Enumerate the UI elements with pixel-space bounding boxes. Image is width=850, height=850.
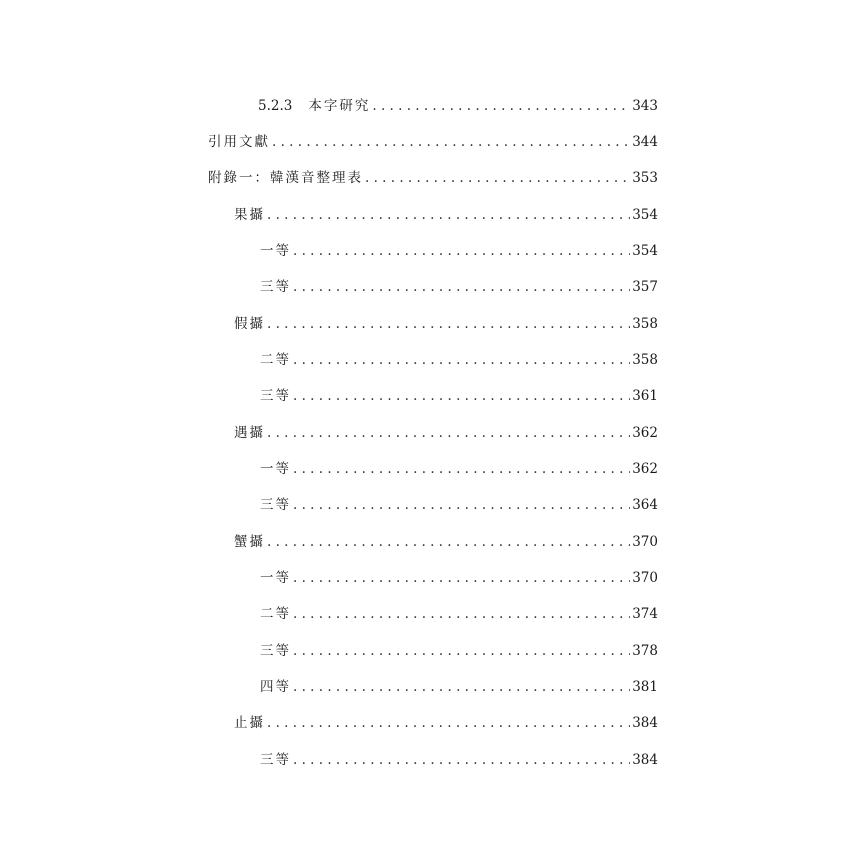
toc-entry-page: 357: [632, 279, 658, 295]
toc-entry-page: 354: [632, 207, 658, 223]
toc-entry-label: 二等: [260, 352, 291, 368]
toc-entry: [234, 530, 658, 552]
toc-entry-label: 附錄一：韓漢音整理表: [208, 170, 363, 186]
dot-leader: [293, 643, 630, 659]
toc-entry-page: 353: [632, 170, 658, 186]
toc-entry-page: 362: [632, 425, 658, 441]
dot-leader: [267, 715, 630, 731]
toc-entry-label: 二等: [260, 606, 291, 622]
toc-entry-page: 370: [632, 534, 658, 550]
dot-leader: [293, 279, 630, 295]
toc-entry-page: 384: [632, 752, 658, 768]
toc-entry: [258, 94, 658, 116]
toc-entry-label: 蟹攝: [234, 534, 265, 550]
toc-entry: [234, 312, 658, 334]
toc-entry-label: 遇攝: [234, 425, 265, 441]
toc-entry-label: 一等: [260, 243, 291, 259]
toc-entry: [260, 239, 658, 261]
toc-entry-page: 358: [632, 316, 658, 332]
dot-leader: [267, 534, 630, 550]
toc-entry-page: 343: [632, 98, 658, 114]
toc-entry-number: 5.2.3: [258, 98, 293, 114]
dot-leader: [293, 497, 630, 513]
dot-leader: [293, 752, 630, 768]
toc-entry: [260, 602, 658, 624]
toc-entry-page: 361: [632, 388, 658, 404]
dot-leader: [293, 679, 630, 695]
toc-entry-page: 370: [632, 570, 658, 586]
toc-entry: [260, 748, 658, 770]
dot-leader: [365, 170, 630, 186]
toc-entry-page: 344: [632, 134, 658, 150]
toc-entry-label: 果攝: [234, 207, 265, 223]
toc-entry: [260, 639, 658, 661]
toc-entry: [208, 166, 658, 188]
toc-entry-page: 378: [632, 643, 658, 659]
dot-leader: [293, 388, 630, 404]
toc-entry: [234, 711, 658, 733]
dot-leader: [293, 352, 630, 368]
toc-entry-page: 362: [632, 461, 658, 477]
dot-leader: [372, 98, 630, 114]
toc-entry-page: 354: [632, 243, 658, 259]
toc-entry-label: 一等: [260, 570, 291, 586]
toc-entry-label: 引用文獻: [208, 134, 270, 150]
dot-leader: [293, 243, 630, 259]
toc-entry: [260, 493, 658, 515]
dot-leader: [293, 606, 630, 622]
dot-leader: [267, 425, 630, 441]
toc-entry-label: 止攝: [234, 715, 265, 731]
toc-entry-page: 364: [632, 497, 658, 513]
toc-entry-page: 374: [632, 606, 658, 622]
toc-entry-label: 三等: [260, 752, 291, 768]
toc-entry-page: 358: [632, 352, 658, 368]
toc-entry: [260, 566, 658, 588]
toc-entry: [234, 203, 658, 225]
toc-entry-label: 一等: [260, 461, 291, 477]
toc-entry-label: 三等: [260, 497, 291, 513]
dot-leader: [267, 207, 630, 223]
toc-entry-label: 假攝: [234, 316, 265, 332]
dot-leader: [293, 570, 630, 586]
toc-entry: [208, 130, 658, 152]
toc-entry-label: 本字研究: [308, 98, 371, 114]
toc-entry-page: 384: [632, 715, 658, 731]
toc-entry-page: 381: [632, 679, 658, 695]
toc-entry: [260, 675, 658, 697]
toc-entry: [260, 384, 658, 406]
toc-entry-label: 三等: [260, 279, 291, 295]
toc-entry: [260, 348, 658, 370]
dot-leader: [267, 316, 630, 332]
dot-leader: [293, 461, 630, 477]
toc-entry: [260, 457, 658, 479]
toc-entry-label: 三等: [260, 388, 291, 404]
toc-entry-label: 三等: [260, 643, 291, 659]
dot-leader: [272, 134, 630, 150]
toc-entry: [260, 275, 658, 297]
toc-entry: [234, 421, 658, 443]
toc-entry-label: 四等: [260, 679, 291, 695]
